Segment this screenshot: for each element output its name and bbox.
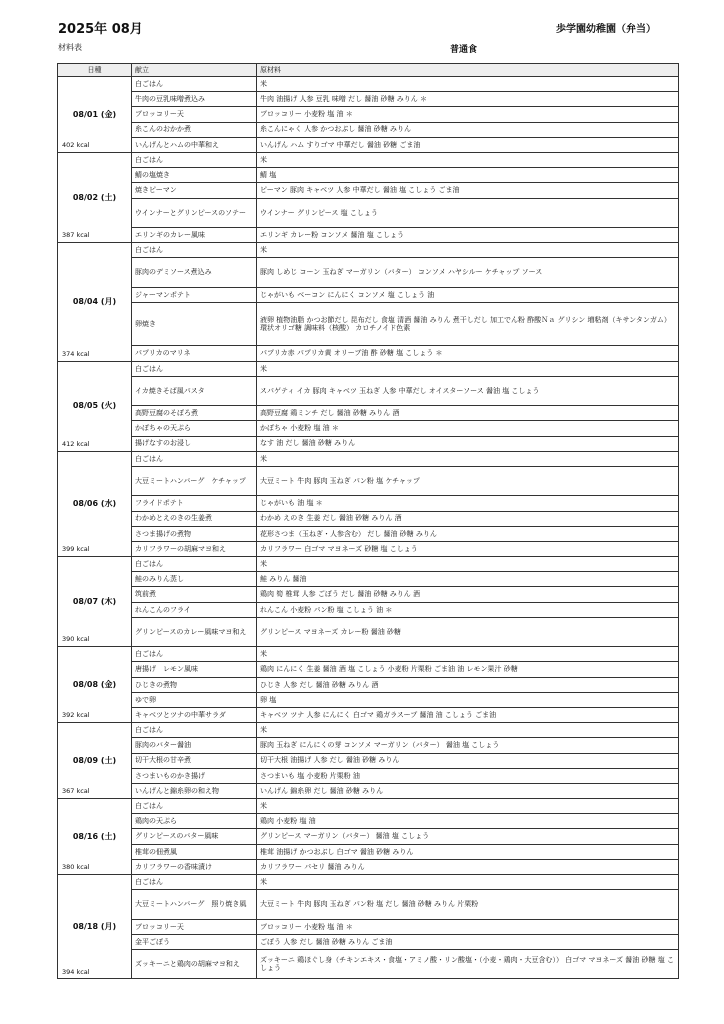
table-row [58,92,679,107]
materials-cell: 鶏肉 筍 椎茸 人参 ごぼう だし 醤油 砂糖 みりん 酒 [257,587,679,602]
menu-cell: さつまいものかき揚げ [132,768,257,783]
menu-cell: グリンピースのバター風味 [132,829,257,844]
materials-cell: わかめ えのき 生姜 だし 醤油 砂糖 みりん 酒 [257,511,679,526]
day-kcal: 380 kcal [62,863,90,872]
materials-cell: グリンピース マーガリン（バター） 醤油 塩 こしょう [257,829,679,844]
menu-cell: ジャーマンポテト [132,287,257,302]
table-row [58,183,679,198]
date-cell [58,451,132,556]
day-kcal: 367 kcal [62,787,90,796]
school-name: 歩学園幼稚園（弁当） [556,24,656,35]
menu-cell: イカ焼きそば風パスタ [132,376,257,405]
date-cell [58,723,132,799]
table-row [58,436,679,451]
column-header-menu: 献立 [132,64,257,77]
materials-cell: 米 [257,451,679,466]
table-row [58,753,679,768]
table-row [58,451,679,466]
materials-cell: じゃがいも ベーコン にんにく コンソメ 塩 こしょう 油 [257,287,679,302]
materials-cell: ひじき 人参 だし 醤油 砂糖 みりん 酒 [257,677,679,692]
table-row [58,258,679,287]
table-row [58,919,679,934]
table-row [58,406,679,421]
menu-cell: フライドポテト [132,496,257,511]
menu-cell: 白ごはん [132,152,257,167]
table-row [58,617,679,646]
table-row [58,875,679,890]
day-date: 08/01 (金) [72,109,117,119]
materials-cell: 豚肉 しめじ コーン 玉ねぎ マーガリン（バター） コンソメ ハヤシルー ケチャップ ソース [257,258,679,287]
document-subtitle: 材料表 [58,43,82,52]
day-date: 08/04 (月) [72,297,117,307]
day-date: 08/06 (水) [72,499,117,509]
menu-cell: 大豆ミートハンバーグ ケチャップ [132,466,257,495]
meal-type: 普通食 [450,45,478,55]
menu-cell: 鶏肉の天ぷら [132,814,257,829]
table-row [58,707,679,722]
day-kcal: 390 kcal [62,635,90,644]
table-row [58,738,679,753]
column-header-materials: 原材料 [257,64,679,77]
day-kcal: 394 kcal [62,967,90,976]
day-date: 08/05 (火) [72,401,117,411]
menu-cell: 大豆ミートハンバーグ 照り焼き風 [132,890,257,919]
materials-cell: ピーマン 豚肉 キャベツ 人参 中華だし 醤油 塩 こしょう ごま油 [257,183,679,198]
day-date: 08/09 (土) [72,755,117,765]
table-row [58,152,679,167]
table-row [58,783,679,798]
menu-cell: 白ごはん [132,557,257,572]
table-row [58,361,679,376]
menu-cell: エリンギのカレー風味 [132,227,257,242]
table-body [58,77,679,979]
menu-cell: 白ごはん [132,77,257,92]
materials-cell: 糸こんにゃく 人参 かつおぶし 醤油 砂糖 みりん [257,122,679,137]
menu-cell: 豚肉のバター醤油 [132,738,257,753]
menu-cell: グリンピースのカレー風味マヨ和え [132,617,257,646]
materials-cell: 切干大根 油揚げ 人参 だし 醤油 砂糖 みりん [257,753,679,768]
day-date: 08/08 (金) [72,679,117,689]
menu-cell: ブロッコリー天 [132,919,257,934]
materials-cell: いんげん ハム すりゴマ 中華だし 醤油 砂糖 ごま油 [257,137,679,152]
menu-cell: 白ごはん [132,451,257,466]
menu-cell: れんこんのフライ [132,602,257,617]
table-row [58,122,679,137]
table-row [58,662,679,677]
menu-cell: 豚肉のデミソース煮込み [132,258,257,287]
materials-cell: なす 油 だし 醤油 砂糖 みりん [257,436,679,451]
menu-cell: 白ごはん [132,799,257,814]
table-row [58,950,679,979]
materials-cell: 液卵 植物油脂 かつお節だし 昆布だし 食塩 清酒 醤油 みりん 煮干しだし 加工でん粉 酢酸Ｎａ グリシン 増粘剤（キサンタンガム） 環状オリゴ糖 調味料（核酸） カロチノイド色素 [257,302,679,346]
day-kcal: 392 kcal [62,711,90,720]
menu-cell: 白ごはん [132,361,257,376]
table-row [58,844,679,859]
date-cell [58,799,132,875]
menu-cell: 高野豆腐のそぼろ煮 [132,406,257,421]
menu-cell: 鯖の塩焼き [132,168,257,183]
materials-cell: 米 [257,152,679,167]
menu-cell: かぼちゃの天ぷら [132,421,257,436]
materials-cell: 米 [257,243,679,258]
table-row [58,677,679,692]
materials-cell: 大豆ミート 牛肉 豚肉 玉ねぎ パン粉 塩 ケチャップ [257,466,679,495]
date-cell [58,557,132,647]
materials-cell: 米 [257,77,679,92]
table-row [58,799,679,814]
table-row [58,287,679,302]
table-row [58,692,679,707]
table-row [58,77,679,92]
table-row [58,168,679,183]
table-row [58,602,679,617]
date-cell [58,243,132,362]
menu-cell: さつま揚げの煮物 [132,526,257,541]
materials-cell: じゃがいも 油 塩 ＊ [257,496,679,511]
materials-cell: グリンピース マヨネーズ カレー粉 醤油 砂糖 [257,617,679,646]
table-row [58,107,679,122]
menu-cell: 白ごはん [132,243,257,258]
day-date: 08/16 (土) [72,831,117,841]
date-cell [58,152,132,242]
menu-cell: ブロッコリー天 [132,107,257,122]
table-row [58,829,679,844]
materials-cell: スパゲティ イカ 豚肉 キャベツ 玉ねぎ 人参 中華だし オイスターソース 醤油 塩 こしょう [257,376,679,405]
menu-cell: 揚げなすのお浸し [132,436,257,451]
day-date: 08/07 (木) [72,596,117,606]
menu-cell: 筑前煮 [132,587,257,602]
table-row [58,572,679,587]
materials-cell: ごぼう 人参 だし 醤油 砂糖 みりん ごま油 [257,934,679,949]
menu-cell: ズッキーニと鶏肉の胡麻マヨ和え [132,950,257,979]
menu-cell: 鮭のみりん蒸し [132,572,257,587]
table-row [58,511,679,526]
materials-cell: エリンギ カレー粉 コンソメ 醤油 塩 こしょう [257,227,679,242]
table-row [58,723,679,738]
table-row [58,421,679,436]
table-row [58,890,679,919]
table-row [58,227,679,242]
table-row [58,137,679,152]
materials-cell: 米 [257,361,679,376]
table-row [58,647,679,662]
menu-cell: いんげんと錦糸卵の和え物 [132,783,257,798]
table-row [58,768,679,783]
menu-cell: わかめとえのきの生姜煮 [132,511,257,526]
menu-cell: 唐揚げ レモン風味 [132,662,257,677]
materials-cell: カリフラワー パセリ 醤油 みりん [257,859,679,874]
materials-cell: 豚肉 玉ねぎ にんにくの芽 コンソメ マーガリン（バター） 醤油 塩 こしょう [257,738,679,753]
table-row [58,198,679,227]
materials-cell: 牛肉 油揚げ 人参 豆乳 味噌 だし 醤油 砂糖 みりん ＊ [257,92,679,107]
menu-cell: ひじきの煮物 [132,677,257,692]
date-cell [58,77,132,153]
table-row [58,859,679,874]
menu-cell: 白ごはん [132,875,257,890]
materials-cell: かぼちゃ 小麦粉 塩 油 ＊ [257,421,679,436]
menu-cell: 牛肉の豆乳味噌煮込み [132,92,257,107]
materials-cell: 鶏肉 小麦粉 塩 油 [257,814,679,829]
table-row [58,466,679,495]
table-row [58,587,679,602]
menu-cell: パプリカのマリネ [132,346,257,361]
menu-cell: カリフラワーの香味漬け [132,859,257,874]
materials-cell: 大豆ミート 牛肉 豚肉 玉ねぎ パン粉 塩 だし 醤油 砂糖 みりん 片栗粉 [257,890,679,919]
day-date: 08/18 (月) [72,921,117,931]
menu-cell: いんげんとハムの中華和え [132,137,257,152]
materials-cell: ズッキーニ 鶏ほぐし身（チキンエキス・食塩・アミノ酸・リン酸塩・（小麦・鶏肉・大豆含む）） 白ゴマ マヨネーズ 醤油 砂糖 塩 こしょう [257,950,679,979]
materials-cell: ウインナー グリンピース 塩 こしょう [257,198,679,227]
date-cell [58,361,132,451]
menu-cell: ゆで卵 [132,692,257,707]
table-row [58,302,679,346]
materials-cell: ブロッコリー 小麦粉 塩 油 ＊ [257,919,679,934]
materials-cell: パプリカ赤 パプリカ黄 オリーブ油 酢 砂糖 塩 こしょう ＊ [257,346,679,361]
materials-cell: さつまいも 塩 小麦粉 片栗粉 油 [257,768,679,783]
materials-cell: カリフラワー 白ゴマ マヨネーズ 砂糖 塩 こしょう [257,541,679,556]
menu-cell: 糸こんのおかか煮 [132,122,257,137]
day-date: 08/02 (土) [72,192,117,202]
table-row [58,814,679,829]
materials-cell: 米 [257,557,679,572]
materials-cell: 椎茸 油揚げ かつおぶし 白ゴマ 醤油 砂糖 みりん [257,844,679,859]
date-cell [58,647,132,723]
menu-cell: ウインナーとグリンピースのソテー [132,198,257,227]
menu-cell: カリフラワーの胡麻マヨ和え [132,541,257,556]
page-title: 2025年 08月 [58,22,143,37]
table-row [58,526,679,541]
materials-cell: れんこん 小麦粉 パン粉 塩 こしょう 油 ＊ [257,602,679,617]
date-cell [58,875,132,979]
table-row [58,557,679,572]
day-kcal: 412 kcal [62,439,90,448]
day-kcal: 374 kcal [62,349,90,358]
materials-table [57,63,679,979]
menu-cell: キャベツとツナの中華サラダ [132,707,257,722]
day-kcal: 399 kcal [62,545,90,554]
menu-cell: 焼きピーマン [132,183,257,198]
materials-cell: ブロッコリー 小麦粉 塩 油 ＊ [257,107,679,122]
table-header-row [58,64,679,77]
materials-cell: 鮭 みりん 醤油 [257,572,679,587]
menu-cell: 金平ごぼう [132,934,257,949]
table-row [58,346,679,361]
table-row [58,243,679,258]
materials-cell: 米 [257,875,679,890]
day-kcal: 402 kcal [62,141,90,150]
materials-cell: 高野豆腐 鶏ミンチ だし 醤油 砂糖 みりん 酒 [257,406,679,421]
menu-cell: 切干大根の甘辛煮 [132,753,257,768]
materials-cell: キャベツ ツナ 人参 にんにく 白ゴマ 鶏ガラスープ 醤油 油 こしょう ごま油 [257,707,679,722]
menu-cell: 椎茸の佃煮風 [132,844,257,859]
materials-cell: 卵 塩 [257,692,679,707]
materials-cell: 鯖 塩 [257,168,679,183]
materials-cell: 米 [257,799,679,814]
materials-cell: 米 [257,647,679,662]
day-kcal: 387 kcal [62,231,90,240]
menu-cell: 卵焼き [132,302,257,346]
table-row [58,541,679,556]
menu-cell: 白ごはん [132,723,257,738]
materials-cell: 花形さつま（玉ねぎ・人参含む） だし 醤油 砂糖 みりん [257,526,679,541]
column-header-date: 日種 [58,64,132,77]
table-row [58,376,679,405]
table-row [58,496,679,511]
materials-cell: 米 [257,723,679,738]
menu-cell: 白ごはん [132,647,257,662]
materials-cell: いんげん 錦糸卵 だし 醤油 砂糖 みりん [257,783,679,798]
table-row [58,934,679,949]
materials-cell: 鶏肉 にんにく 生姜 醤油 酒 塩 こしょう 小麦粉 片栗粉 ごま油 油 レモン果汁 砂糖 [257,662,679,677]
